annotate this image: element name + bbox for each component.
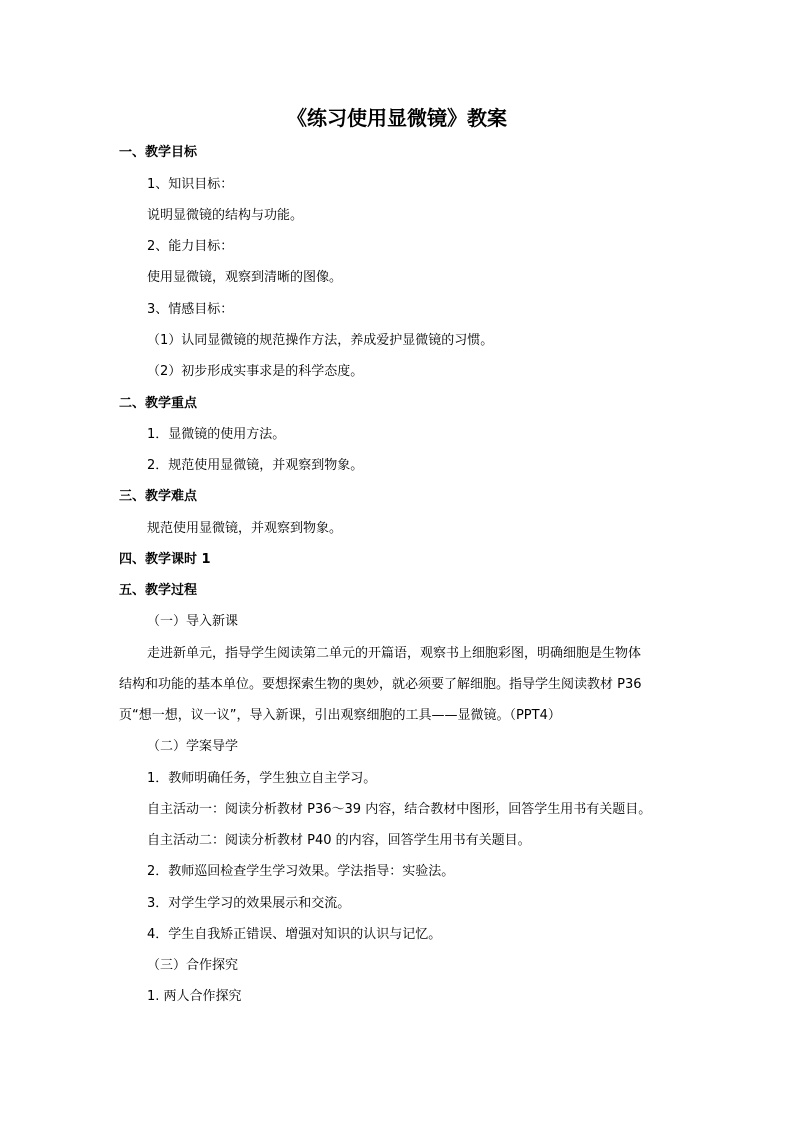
- subsection-cooperative-inquiry: （三）合作探究: [147, 958, 239, 973]
- section-heading-objectives: 一、教学目标: [119, 145, 198, 160]
- section-heading-lesson-hours: 四、教学课时 1: [119, 552, 211, 567]
- guided-study-item-1: 1．教师明确任务，学生独立自主学习。: [147, 771, 377, 786]
- section-heading-key-points: 二、教学重点: [119, 396, 198, 411]
- intro-paragraph-line-2: 结构和功能的基本单位。要想探索生物的奥妙，就必须要了解细胞。指导学生阅读教材 P36: [119, 677, 642, 692]
- intro-paragraph-line-3: 页“想一想，议一议”，导入新课，引出观察细胞的工具——显微镜。（PPT4）: [119, 708, 561, 723]
- subsection-guided-study: （二）学案导学: [147, 739, 239, 754]
- guided-study-activity-2: 自主活动二：阅读分析教材 P40 的内容，回答学生用书有关题目。: [147, 833, 531, 848]
- ability-objective-text: 使用显微镜，观察到清晰的图像。: [147, 270, 343, 285]
- section-heading-difficulties: 三、教学难点: [119, 489, 198, 504]
- guided-study-item-2: 2．教师巡回检查学生学习效果。学法指导：实验法。: [147, 864, 455, 879]
- guided-study-activity-1: 自主活动一：阅读分析教材 P36～39 内容，结合教材中图形，回答学生用书有关题目。: [147, 802, 652, 817]
- guided-study-item-3: 3．对学生学习的效果展示和交流。: [147, 896, 351, 911]
- emotion-objective-label: 3、情感目标：: [147, 302, 234, 317]
- section-heading-process: 五、教学过程: [119, 583, 198, 598]
- knowledge-objective-text: 说明显微镜的结构与功能。: [147, 208, 304, 223]
- intro-paragraph-line-1: 走进新单元，指导学生阅读第二单元的开篇语，观察书上细胞彩图，明确细胞是生物体: [147, 646, 642, 661]
- key-point-1: 1．显微镜的使用方法。: [147, 427, 286, 442]
- subsection-intro: （一）导入新课: [147, 614, 239, 629]
- ability-objective-label: 2、能力目标：: [147, 239, 234, 254]
- guided-study-item-4: 4．学生自我矫正错误、增强对知识的认识与记忆。: [147, 927, 442, 942]
- document-title: 《练习使用显微镜》教案: [287, 106, 507, 130]
- knowledge-objective-label: 1、知识目标：: [147, 177, 234, 192]
- cooperative-inquiry-item-1: 1. 两人合作探究: [147, 989, 242, 1004]
- emotion-objective-item-2: （2）初步形成实事求是的科学态度。: [147, 364, 364, 379]
- emotion-objective-item-1: （1）认同显微镜的规范操作方法，养成爱护显微镜的习惯。: [147, 333, 494, 348]
- difficulty-1: 规范使用显微镜，并观察到物象。: [147, 521, 343, 536]
- key-point-2: 2．规范使用显微镜，并观察到物象。: [147, 458, 364, 473]
